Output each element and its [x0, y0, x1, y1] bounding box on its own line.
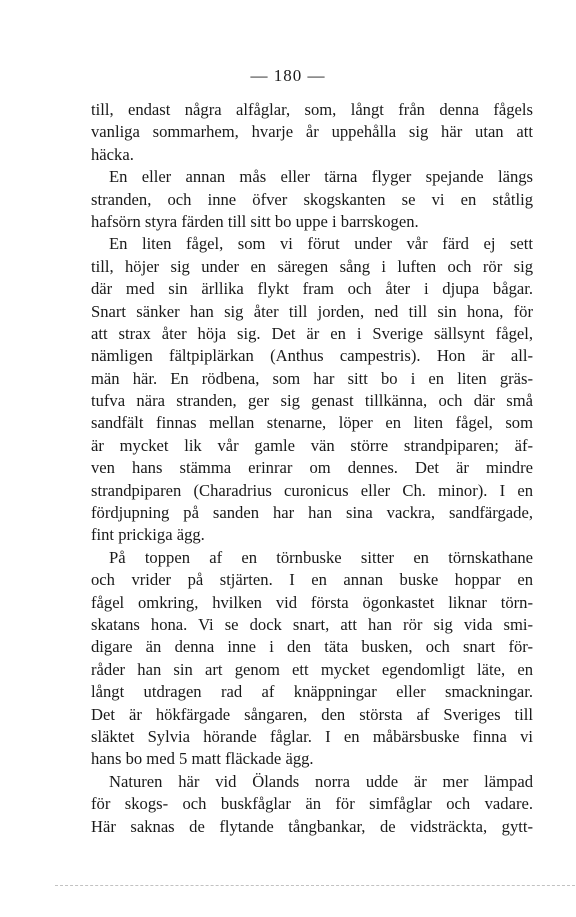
- text-line: häcka.: [91, 144, 134, 164]
- scan-edge-decoration: [55, 885, 575, 889]
- text-line: för skogs- och buskfåglar än för simfåglar och vadare.: [91, 794, 533, 814]
- text-line: digare än denna inne i den täta busken, och snart för-: [91, 637, 533, 657]
- text-line: hafsörn styra färden till sitt bo uppe i barrskogen.: [91, 211, 419, 231]
- text-line: män här. En rödbena, som har sitt bo i en liten gräs-: [91, 368, 533, 388]
- text-line: till, endast några alfåglar, som, långt från denna fågels: [91, 100, 533, 119]
- text-line: Naturen här vid Ölands norra udde är mer lämpad: [109, 771, 533, 791]
- text-line: fint prickiga ägg.: [91, 525, 205, 545]
- text-line: att strax åter höja sig. Det är en i Sverige sällsynt fågel,: [91, 323, 533, 343]
- text-line: En eller annan mås eller tärna flyger spejande längs: [109, 167, 533, 187]
- text-line: nämligen fältpiplärkan (Anthus campestris). Hon är all-: [91, 346, 533, 366]
- text-line: Här saknas de flytande tångbankar, de vidsträckta, gytt-: [91, 816, 533, 836]
- text-line: strandpiparen (Charadrius curonicus eller Ch. minor). I en: [91, 480, 533, 500]
- text-line: fågel omkring, hvilken vid första ögonkastet liknar törn-: [91, 592, 533, 612]
- text-line: På toppen af en törnbuske sitter en törnskathane: [109, 547, 533, 567]
- text-line: släktet Sylvia hörande fåglar. I en måbärsbuske finna vi: [91, 726, 533, 746]
- text-line: råder han sin art genom ett mycket egendomligt läte, en: [91, 659, 533, 679]
- text-line: skatans hona. Vi se dock snart, att han rör sig vida smi-: [91, 614, 533, 634]
- text-line: Det är hökfärgade sångaren, den största af Sveriges till: [91, 704, 533, 724]
- text-line: En liten fågel, som vi förut under vår färd ej sett: [109, 234, 533, 254]
- page-number: — 180 —: [250, 66, 326, 85]
- text-line: är mycket lik vår gamle vän större strandpiparen; äf-: [91, 435, 533, 455]
- text-line: sandfält finnas mellan stenarne, löper en liten fågel, som: [91, 413, 533, 433]
- text-line: stranden, och inne öfver skogskanten se vi en ståtlig: [91, 189, 533, 209]
- text-line: Snart sänker han sig åter till jorden, ned till sin hona, för: [91, 301, 533, 321]
- text-line: långt utdragen rad af knäppningar eller smackningar.: [91, 682, 533, 702]
- text-line: ven hans stämma erinrar om dennes. Det är mindre: [91, 458, 533, 478]
- text-line: hans bo med 5 matt fläckade ägg.: [91, 749, 314, 769]
- text-line: fördjupning på sanden har han sina vackra, sandfärgade,: [91, 503, 533, 523]
- body-text: [91, 99, 533, 838]
- text-line: vanliga sommarhem, hvarje år uppehålla sig här utan att: [91, 122, 533, 142]
- text-line: till, höjer sig under en säregen sång i luften och rör sig: [91, 256, 533, 276]
- text-line: och vrider på stjärten. I en annan buske hoppar en: [91, 570, 533, 590]
- text-line: där med sin ärllika flykt fram och åter i djupa bågar.: [91, 279, 533, 299]
- text-line: tufva nära stranden, ger sig genast tillkänna, och där små: [91, 391, 533, 411]
